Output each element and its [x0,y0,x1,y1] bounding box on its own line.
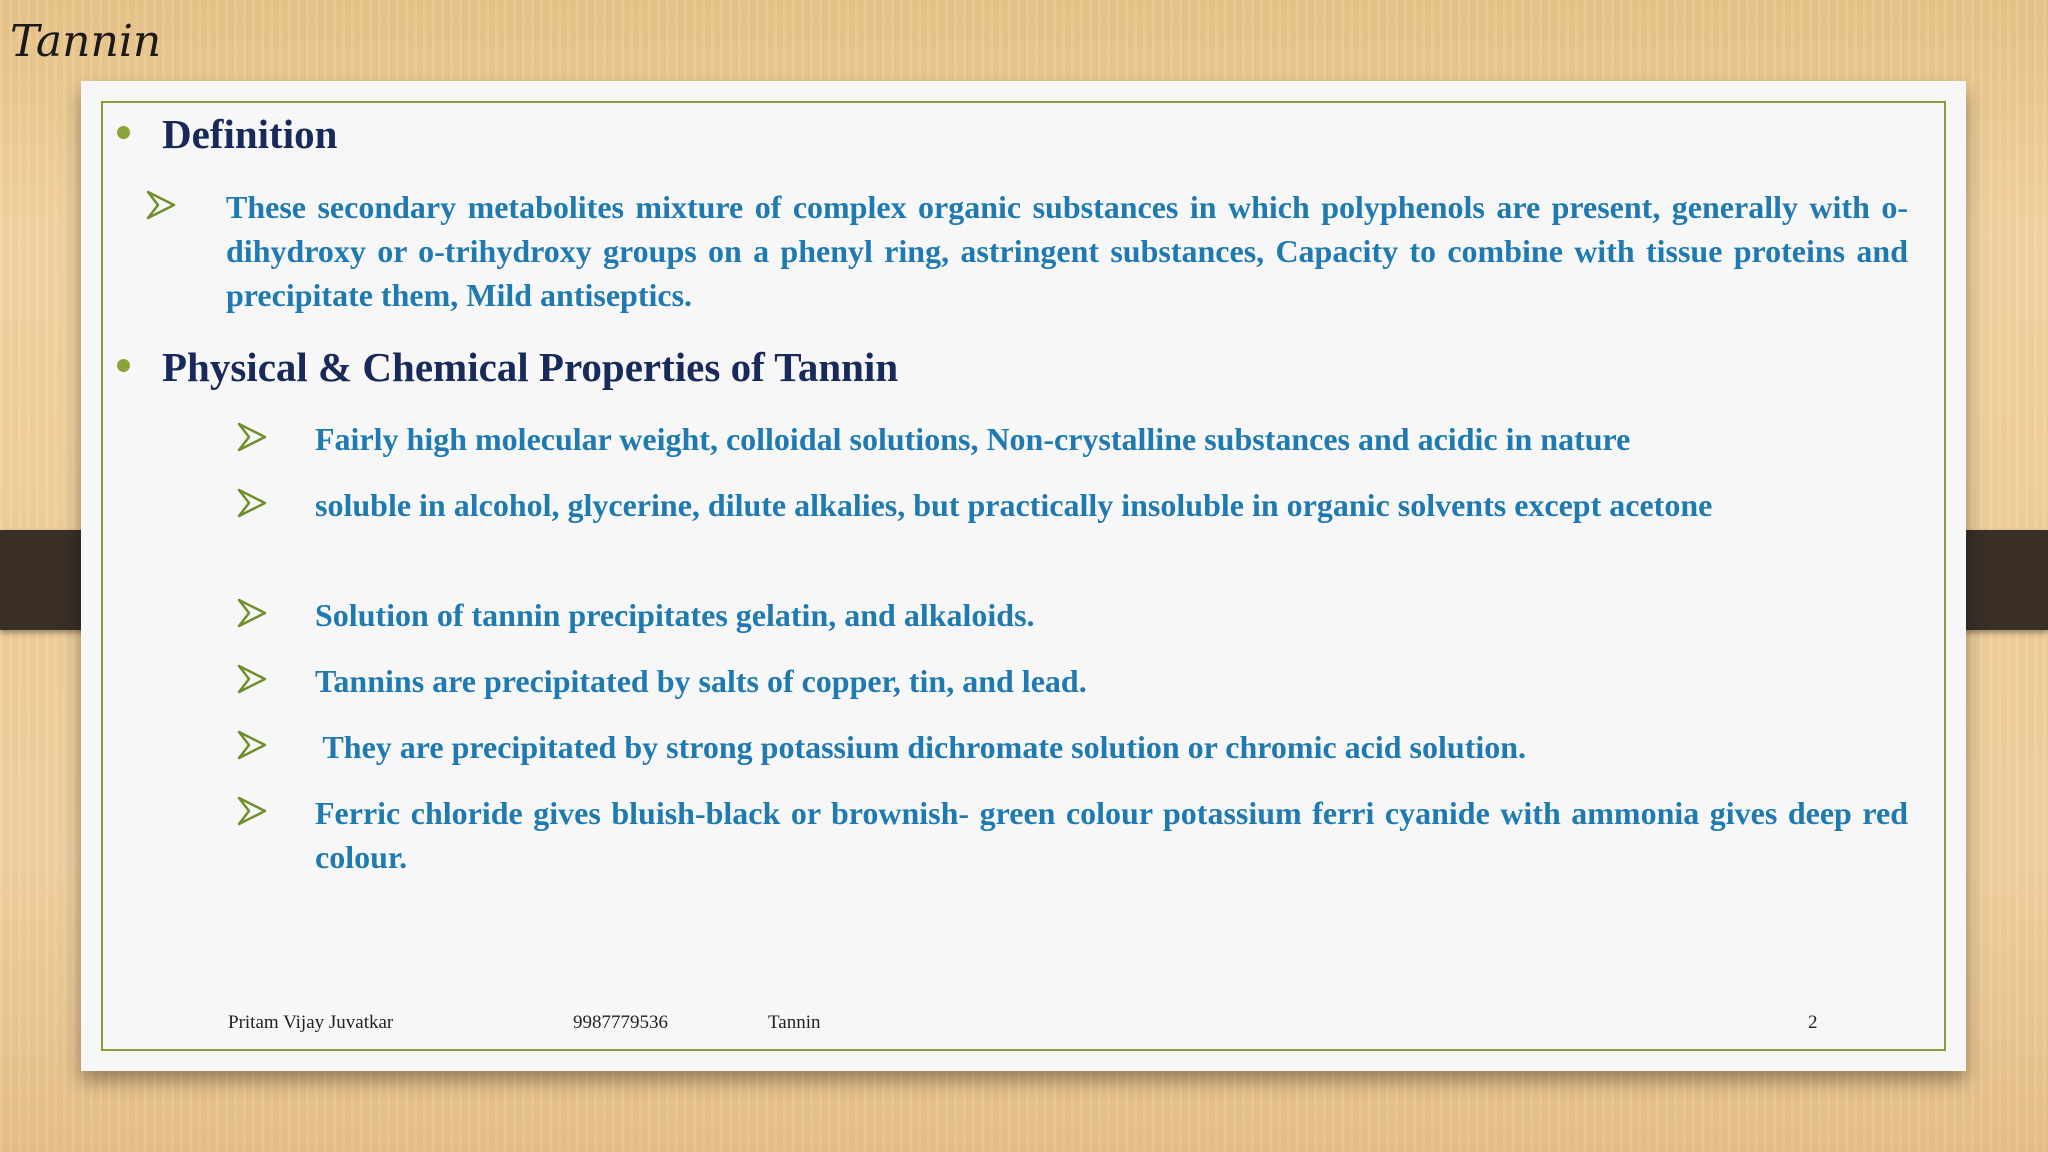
footer-phone: 9987779536 [573,1012,668,1033]
arrow-bullet-icon [146,190,176,220]
section-heading-properties: Physical & Chemical Properties of Tannin [162,344,899,390]
property-item: They are precipitated by strong potassium dichromate solution or chromic acid solution. [315,729,1527,765]
arrow-bullet-icon [237,664,267,694]
slide-title: Tannin [10,16,162,67]
section-heading-definition: Definition [162,111,338,157]
footer-author: Pritam Vijay Juvatkar [228,1012,394,1033]
property-item: Solution of tannin precipitates gelatin, and alkaloids. [315,597,1035,633]
arrow-bullet-icon [237,422,267,452]
page-number: 2 [1808,1012,1818,1033]
property-item: Tannins are precipitated by salts of copper, tin, and lead. [315,663,1087,699]
property-item: Fairly high molecular weight, colloidal solutions, Non-crystalline substances and acidic in nature [315,421,1631,457]
bullet-dot-icon [117,359,130,372]
footer-topic: Tannin [768,1012,821,1033]
arrow-bullet-icon [237,488,267,518]
property-item: Ferric chloride gives bluish-black or brownish- green colour potassium ferri cyanide with ammonia gives deep red colour. [315,795,1908,875]
arrow-bullet-icon [237,598,267,628]
bullet-dot-icon [117,126,130,139]
arrow-bullet-icon [237,796,267,826]
property-item: soluble in alcohol, glycerine, dilute alkalies, but practically insoluble in organic solvents except acetone [315,487,1713,523]
arrow-bullet-icon [237,730,267,760]
definition-text: These secondary metabolites mixture of complex organic substances in which polyphenols are present, generally with o-dihydroxy or o-trihydroxy groups on a phenyl ring, astringent substances, Capacity to combine with tissue proteins and precipitate them, Mild antiseptics. [226,189,1908,313]
